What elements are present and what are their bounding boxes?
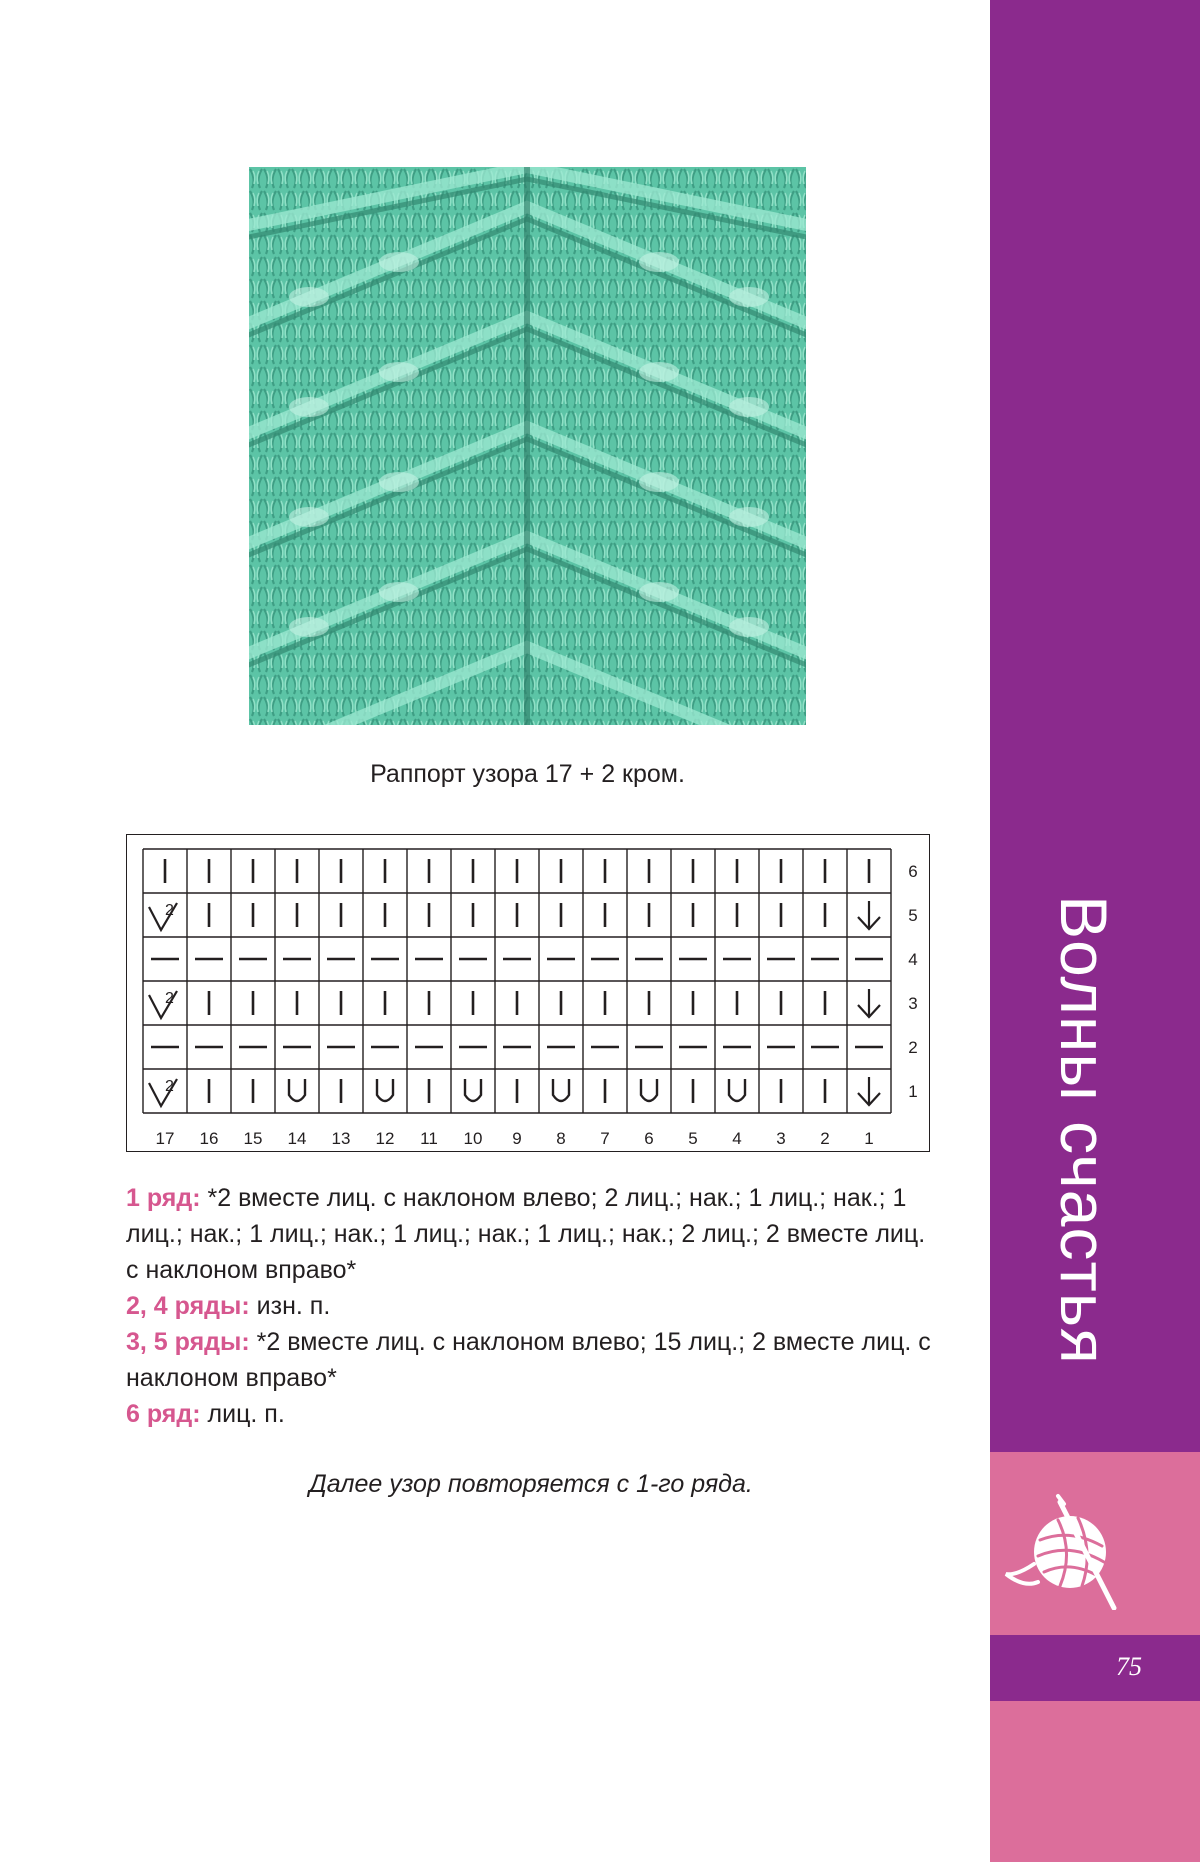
chapter-title-text: Волны счастья	[1047, 895, 1121, 1365]
column-number-label: 1	[864, 1129, 874, 1148]
column-number-label: 15	[243, 1129, 263, 1148]
yarn-over-symbol	[289, 1079, 305, 1101]
instruction-text: лиц. п.	[200, 1400, 285, 1428]
knit-swatch-photo	[249, 167, 806, 725]
row-number-label: 2	[908, 1038, 918, 1057]
column-number-label: 13	[331, 1129, 351, 1148]
yarn-over-symbol	[553, 1079, 569, 1101]
yarn-ball-crochet-hook-icon	[998, 1480, 1128, 1610]
instruction-label: 1 ряд:	[126, 1184, 201, 1212]
instruction-text: *2 вместе лиц. с наклоном влево; 2 лиц.; нак.; 1 лиц.; нак.; 1 лиц.; нак.; 1 лиц.; нак.; 1 лиц.; нак.; 1 лиц.; нак.; 2 лиц.; 2 вместе лиц. с наклоном вправо*	[126, 1184, 926, 1284]
pattern-repeat-caption: Раппорт узора 17 + 2 кром.	[370, 760, 685, 788]
sidebar-bottom-band	[990, 1701, 1200, 1862]
column-number-label: 16	[199, 1129, 219, 1148]
chapter-title	[1004, 860, 1164, 1400]
instruction-row-1	[126, 1180, 936, 1288]
column-number-label: 7	[600, 1129, 610, 1148]
column-number-label: 4	[732, 1129, 742, 1148]
column-number-label: 8	[556, 1129, 566, 1148]
instruction-label: 2, 4 ряды:	[126, 1292, 250, 1320]
column-number-label: 3	[776, 1129, 786, 1148]
row-number-label: 6	[908, 862, 918, 881]
column-number-label: 2	[820, 1129, 830, 1148]
instruction-rows-3-5	[126, 1324, 936, 1396]
yarn-over-symbol	[377, 1079, 393, 1101]
column-number-label: 17	[155, 1129, 175, 1148]
instruction-rows-2-4	[126, 1288, 936, 1324]
row-number-label: 1	[908, 1082, 918, 1101]
instruction-text: изн. п.	[249, 1292, 331, 1320]
row-number-label: 4	[908, 950, 918, 969]
instruction-label: 6 ряд:	[126, 1400, 201, 1428]
column-number-label: 5	[688, 1129, 698, 1148]
repeat-note: Далее узор повторяется с 1-го ряда.	[309, 1470, 753, 1498]
yarn-over-symbol	[641, 1079, 657, 1101]
column-number-label: 6	[644, 1129, 654, 1148]
instruction-text: *2 вместе лиц. с наклоном влево; 15 лиц.; 2 вместе лиц. с наклоном вправо*	[126, 1328, 931, 1392]
instruction-label: 3, 5 ряды:	[126, 1328, 250, 1356]
decrease-count-mark: 2	[165, 1078, 174, 1095]
column-number-label: 14	[287, 1129, 307, 1148]
decrease-count-mark: 2	[165, 902, 174, 919]
knit-chart	[126, 834, 930, 1152]
instruction-row-6	[126, 1396, 936, 1432]
row-number-label: 3	[908, 994, 918, 1013]
yarn-over-symbol	[465, 1079, 481, 1101]
row-number-label: 5	[908, 906, 918, 925]
yarn-over-symbol	[729, 1079, 745, 1101]
decrease-count-mark: 2	[165, 990, 174, 1007]
column-number-label: 12	[375, 1129, 395, 1148]
page-number: 75	[1116, 1652, 1142, 1681]
row-instructions	[126, 1180, 936, 1432]
column-number-label: 10	[463, 1129, 483, 1148]
column-number-label: 9	[512, 1129, 522, 1148]
column-number-label: 11	[420, 1129, 438, 1148]
